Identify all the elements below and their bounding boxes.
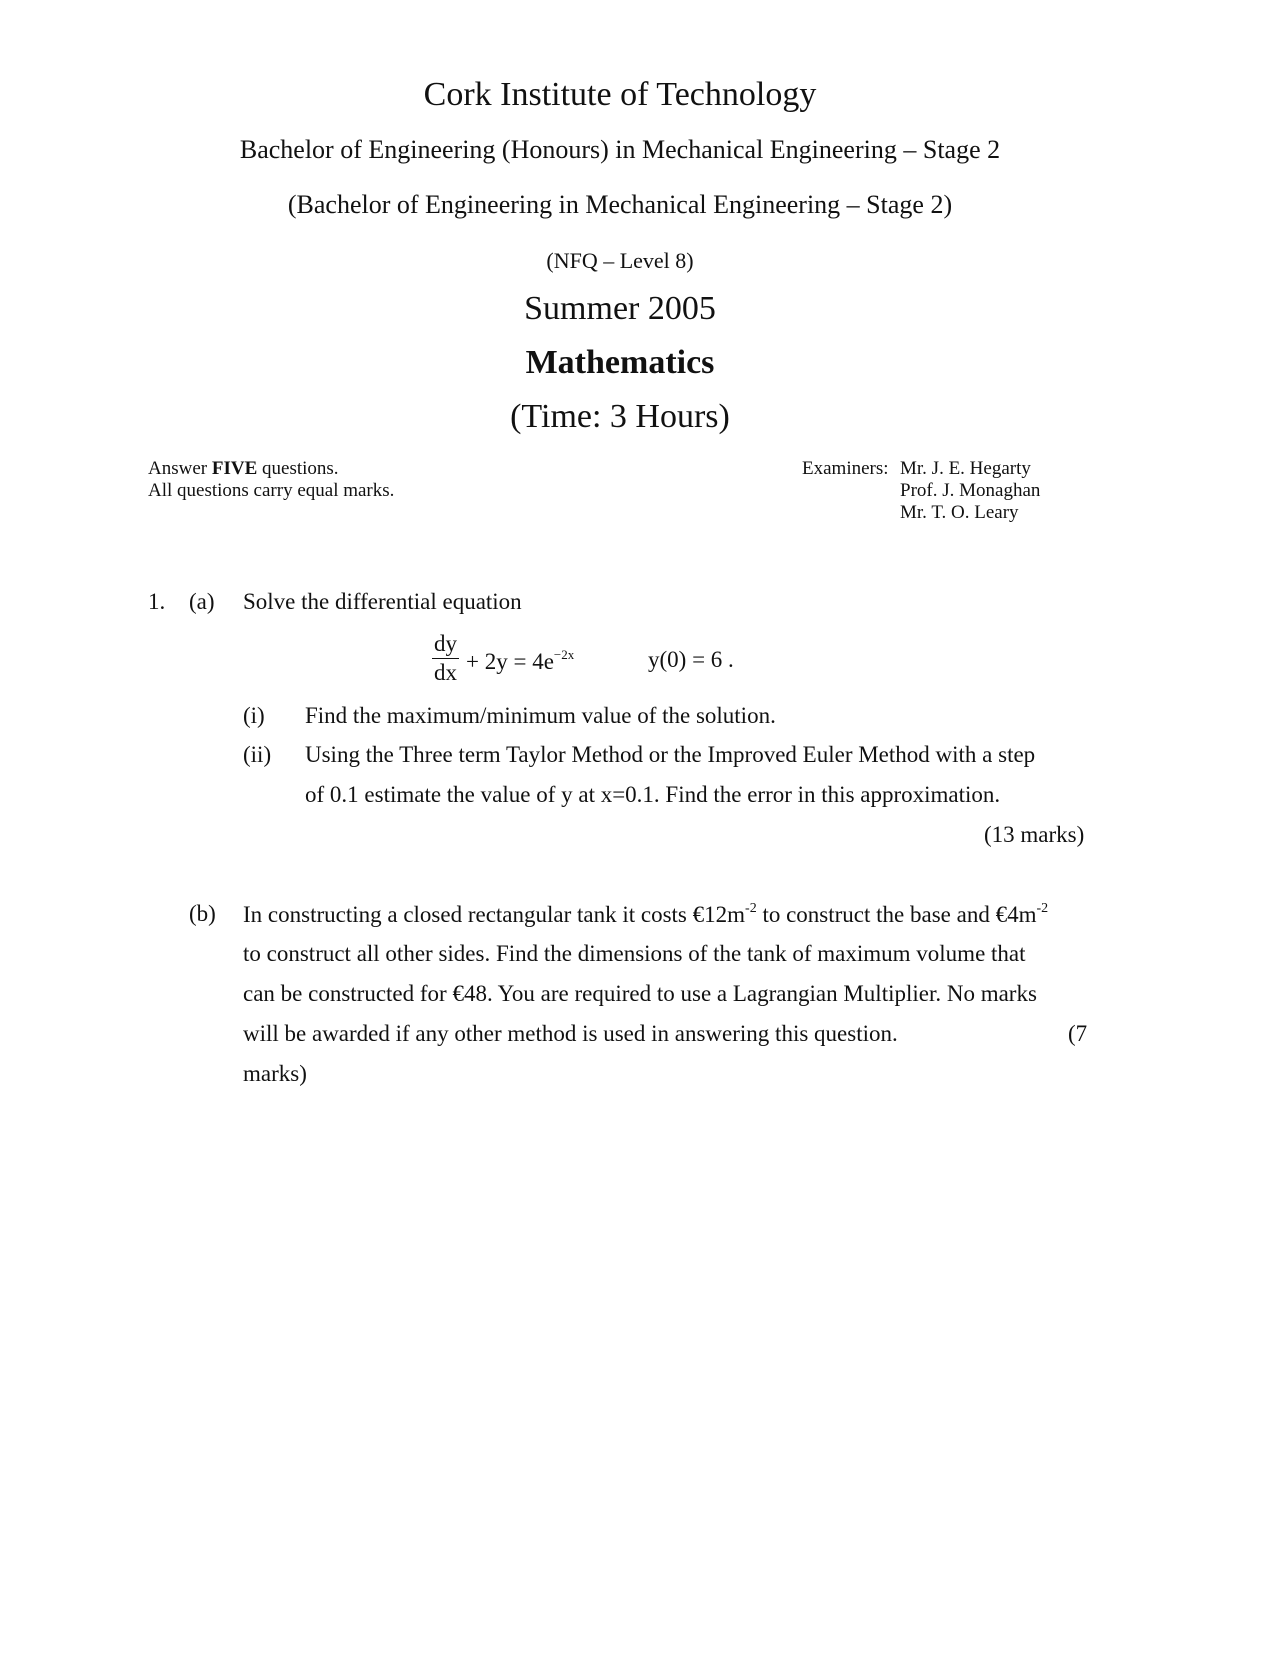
question-number: 1. <box>148 589 166 614</box>
part-b-text: In constructing a closed rectangular tank it costs €12m <box>243 902 746 927</box>
equation-exponent: −2x <box>553 647 575 662</box>
part-a-label: (a) <box>189 589 215 614</box>
exam-session: Summer 2005 <box>524 290 716 327</box>
part-b-line: to construct all other sides. Find the dimensions of the tank of maximum volume that <box>243 941 1026 966</box>
initial-condition: y(0) = 6 . <box>648 647 734 672</box>
instruction-line-2: All questions carry equal marks. <box>148 480 395 501</box>
part-b-marks-open: (7 <box>1068 1021 1088 1046</box>
sub-question-ii-label: (ii) <box>243 742 272 767</box>
part-a-stem: Solve the differential equation <box>243 589 522 614</box>
sub-question-i-text: Find the maximum/minimum value of the solution. <box>305 703 776 728</box>
nfq-level: (NFQ – Level 8) <box>546 248 694 273</box>
equation-rhs <box>466 647 574 675</box>
part-b-line: can be constructed for €48. You are required to use a Lagrangian Multiplier. No marks <box>243 981 1037 1006</box>
unit-exponent: -2 <box>745 901 757 916</box>
fraction-denominator: dx <box>434 660 457 685</box>
exam-subject: Mathematics <box>525 344 715 381</box>
programme-alternative-title: (Bachelor of Engineering in Mechanical Engineering – Stage 2) <box>287 190 953 219</box>
part-a-marks: (13 marks) <box>984 822 1085 847</box>
sub-question-ii-line: of 0.1 estimate the value of y at x=0.1. Find the error in this approximation. <box>305 782 1001 807</box>
instruction-prefix: Answer <box>148 458 212 479</box>
part-b-text: to construct the base and €4m <box>756 902 1037 927</box>
instruction-line-1 <box>148 458 394 480</box>
examiners-list <box>900 458 1040 524</box>
part-b-marks-close: marks) <box>243 1061 307 1086</box>
equation-terms: + 2y = 4e <box>466 649 554 674</box>
examiner-name: Prof. J. Monaghan <box>900 480 1041 501</box>
instruction-emphasis: FIVE <box>211 458 258 479</box>
part-b-line <box>243 901 1048 928</box>
examiner-name: Mr. J. E. Hegarty <box>900 458 1031 479</box>
programme-title: Bachelor of Engineering (Honours) in Mechanical Engineering – Stage 2 <box>239 135 1001 164</box>
exam-instructions <box>148 458 394 502</box>
institution-title: Cork Institute of Technology <box>423 76 817 113</box>
instruction-suffix: questions. <box>257 458 339 479</box>
part-b-line: will be awarded if any other method is used in answering this question. <box>243 1021 898 1046</box>
derivative-fraction <box>432 630 459 687</box>
unit-exponent: -2 <box>1036 901 1049 916</box>
examiner-name: Mr. T. O. Leary <box>900 502 1019 523</box>
part-b-label: (b) <box>189 901 216 926</box>
sub-question-i-label: (i) <box>243 703 265 728</box>
exam-duration: (Time: 3 Hours) <box>510 398 730 435</box>
sub-question-ii-line: Using the Three term Taylor Method or the Improved Euler Method with a step <box>305 742 1036 767</box>
fraction-numerator: dy <box>432 630 459 659</box>
examiners-label: Examiners: <box>802 458 889 479</box>
